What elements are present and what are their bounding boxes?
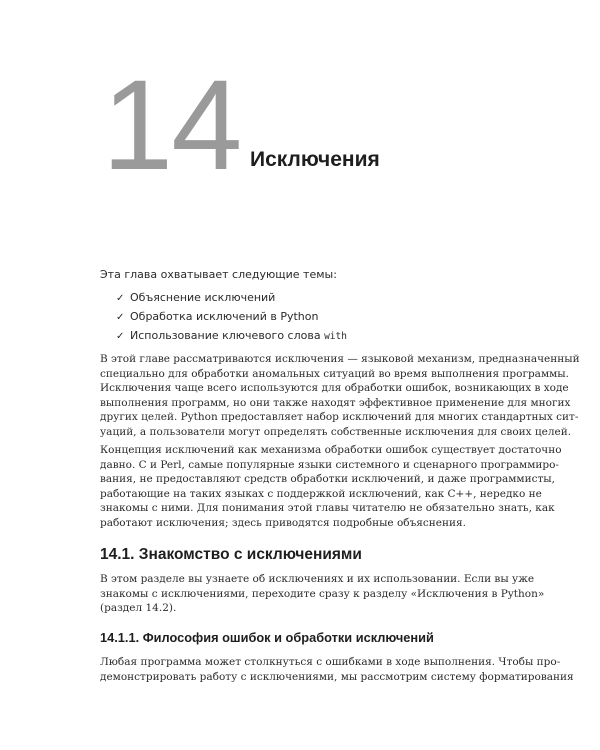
topic-item — [116, 326, 347, 345]
topic-item — [116, 307, 347, 326]
text-line: Исключения чаще всего используются для обработки ошибок, возникающих в ходе — [100, 382, 569, 395]
topic-text: Обработка исключений в Python — [130, 310, 319, 323]
text-line: работающие на таких языках с поддержкой исключений, как C++, нередко не — [100, 487, 542, 500]
topics-intro: Эта глава охватывает следующие темы: — [100, 268, 337, 281]
text-line: вания, не предоставляют средств обработки исключений, и даже программисты, — [100, 473, 555, 486]
text-line: уаций, а пользователи могут определять собственные исключения для своих целей. — [100, 425, 572, 438]
subsection-heading: 14.1.1. Философия ошибок и обработки исключений — [100, 630, 434, 645]
topic-text: Объяснение исключений — [130, 291, 276, 304]
text-line: демонстрировать работу с исключениями, мы рассмотрим систему форматирования — [100, 670, 574, 683]
text-line: (раздел 14.2). — [100, 602, 177, 615]
text-line: давно. C и Perl, самые популярные языки системного и сценарного программиро- — [100, 458, 559, 471]
text-line: знакомы с ними. Для понимания этой главы читателю не обязательно знать, как — [100, 502, 555, 515]
topic-code: with — [324, 331, 347, 342]
concept-paragraph — [100, 443, 562, 531]
text-line: В этом разделе вы узнаете об исключениях и их использовании. Если вы уже — [100, 573, 535, 585]
text-line: работают исключения; здесь приводятся подробные объяснения. — [100, 516, 466, 529]
chapter-number: 14 — [102, 54, 241, 197]
text-line: Любая программа может столкнуться с ошибками в ходе выполнения. Чтобы про- — [100, 656, 561, 668]
topic-item — [116, 288, 347, 307]
topics-list — [116, 288, 347, 345]
intro-paragraph — [100, 352, 580, 440]
section-paragraph — [100, 572, 545, 616]
text-line: Концепция исключений как механизма обработки ошибок существует достаточно — [100, 444, 562, 456]
checkmark-icon: ✓ — [116, 293, 125, 304]
text-line: В этой главе рассматриваются исключения — языковой механизм, предназначенный — [100, 353, 580, 365]
text-line: знакомы с исключениями, переходите сразу к разделу «Исключения в Python» — [100, 587, 545, 600]
section-heading: 14.1. Знакомство с исключениями — [100, 546, 362, 563]
subsection-paragraph — [100, 655, 574, 684]
checkmark-icon: ✓ — [116, 312, 125, 323]
chapter-title: Исключения — [250, 148, 380, 171]
text-line: других целей. Python предоставляет набор исключений для многих стандартных сит- — [100, 411, 579, 424]
topic-text: Использование ключевого слова — [130, 329, 325, 342]
text-line: специально для обработки аномальных ситуаций во время выполнения программы. — [100, 367, 569, 380]
text-line: выполнения программ, но они также находят эффективное применение для многих — [100, 396, 571, 409]
checkmark-icon: ✓ — [116, 331, 125, 342]
